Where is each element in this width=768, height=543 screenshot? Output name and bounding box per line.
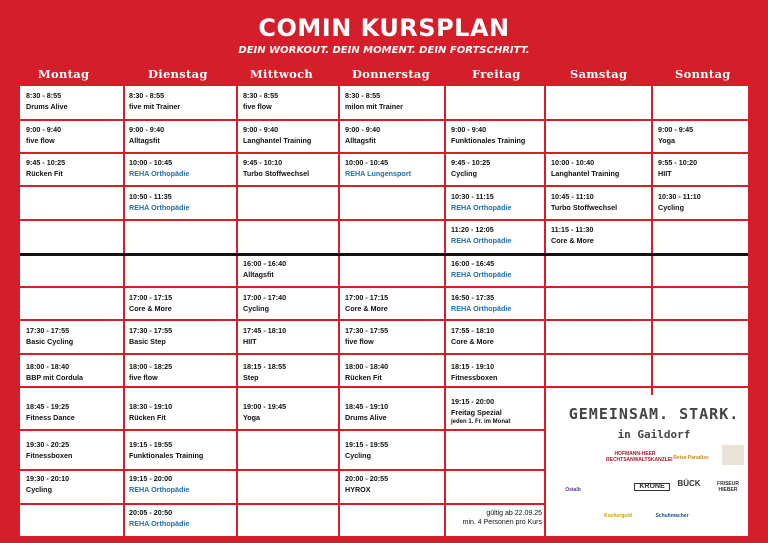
course-name: Core & More	[129, 303, 172, 313]
course-slot	[129, 158, 189, 179]
course-name: five flow	[243, 101, 272, 111]
course-name: Funktionales Training	[129, 450, 204, 460]
course-slot	[243, 259, 286, 280]
day-header-wednesday: Mittwoch	[250, 67, 314, 81]
course-name: Rücken Fit	[26, 168, 63, 178]
course-slot	[451, 362, 497, 383]
sponsor-logo: Kochergold	[604, 513, 632, 519]
course-time: 17:45 - 18:10	[243, 326, 287, 335]
grid-divider	[20, 386, 748, 388]
course-slot	[658, 158, 697, 179]
sponsor-slogan: GEMEINSAM. STARK.	[568, 405, 740, 423]
course-name: five mit Trainer	[129, 101, 181, 111]
course-time: 9:45 - 10:25	[451, 158, 491, 167]
course-name: Cycling	[451, 168, 477, 178]
course-name: Core & More	[551, 235, 594, 245]
course-time: 17:55 - 18:10	[451, 326, 495, 335]
course-slot	[451, 125, 525, 146]
course-name: Yoga	[243, 412, 261, 422]
course-name: REHA Orthopädie	[129, 518, 190, 528]
course-time: 17:30 - 17:55	[129, 326, 173, 335]
sponsor-logo: Schuhmacher	[655, 513, 689, 519]
course-name: HIIT	[658, 168, 672, 178]
day-header-monday: Montag	[38, 67, 90, 81]
course-slot	[243, 293, 286, 314]
course-time: 19:15 - 20:00	[451, 397, 495, 406]
course-time: 18:15 - 19:10	[451, 362, 495, 371]
course-name: Fitnessboxen	[451, 372, 498, 382]
course-name: Rücken Fit	[345, 372, 382, 382]
course-slot	[345, 125, 380, 146]
course-name: Basic Step	[129, 336, 166, 346]
course-name: REHA Orthopädie	[451, 303, 512, 313]
course-time: 19:15 - 20:00	[129, 474, 173, 483]
validity-note	[440, 509, 542, 527]
course-slot	[451, 397, 510, 427]
course-time: 19:00 - 19:45	[243, 402, 287, 411]
grid-divider	[20, 319, 748, 321]
day-header-thursday: Donnerstag	[352, 67, 431, 81]
course-name: Cycling	[26, 484, 52, 494]
course-name: REHA Orthopädie	[451, 269, 512, 279]
day-header-tuesday: Dienstag	[148, 67, 208, 81]
course-slot	[451, 293, 511, 314]
grid-divider	[20, 219, 748, 221]
sponsor-logo: FRISEUR HIEBER	[717, 481, 739, 493]
course-slot	[26, 440, 72, 461]
course-name: Rücken Fit	[129, 412, 166, 422]
course-time: 10:45 - 11:10	[551, 192, 594, 201]
course-slot	[243, 362, 286, 383]
course-slot	[129, 293, 172, 314]
sponsor-location: in Gaildorf	[617, 428, 691, 441]
course-name: REHA Lungensport	[345, 168, 412, 178]
course-name: five flow	[129, 372, 158, 382]
course-time: 19:15 - 19:55	[345, 440, 389, 449]
course-time: 9:45 - 10:10	[243, 158, 283, 167]
page-title: COMIN KURSPLAN	[258, 14, 510, 42]
course-name: Alltagsfit	[243, 269, 274, 279]
course-time: 20:00 - 20:55	[345, 474, 389, 483]
course-time: 19:30 - 20:25	[26, 440, 70, 449]
course-name: Step	[243, 372, 259, 382]
course-name: Cycling	[345, 450, 371, 460]
course-time: 9:00 - 9:40	[129, 125, 165, 134]
course-slot	[658, 125, 693, 146]
course-slot	[129, 440, 203, 461]
course-name: milon mit Trainer	[345, 101, 403, 111]
course-slot	[243, 158, 309, 179]
course-time: 18:00 - 18:40	[345, 362, 389, 371]
sponsor-logo: KRONE	[634, 483, 670, 491]
course-slot	[129, 125, 164, 146]
course-time: 10:50 - 11:35	[129, 192, 172, 201]
course-slot	[26, 326, 73, 347]
course-name: REHA Orthopädie	[451, 235, 512, 245]
course-time: 9:00 - 9:40	[451, 125, 487, 134]
course-name: five flow	[345, 336, 374, 346]
course-time: 20:05 - 20:50	[129, 508, 173, 517]
course-name: REHA Orthopädie	[129, 202, 190, 212]
course-time: 17:30 - 17:55	[26, 326, 70, 335]
course-time: 17:00 - 17:15	[345, 293, 389, 302]
course-time: 10:00 - 10:40	[551, 158, 595, 167]
course-slot	[345, 326, 388, 347]
course-name: Fitness Dance	[26, 412, 75, 422]
course-name: Drums Alive	[345, 412, 387, 422]
course-name: Funktionales Training	[451, 135, 526, 145]
course-time: 9:00 - 9:45	[658, 125, 694, 134]
course-time: 18:00 - 18:25	[129, 362, 173, 371]
course-slot	[129, 91, 180, 112]
course-time: 9:00 - 9:40	[243, 125, 279, 134]
grid-divider	[20, 119, 748, 121]
course-name: Cycling	[243, 303, 269, 313]
sponsor-logo: HOFMANN-HEER RECHTSANWALTSKANZLEI	[606, 451, 673, 463]
course-name: Alltagsfit	[129, 135, 160, 145]
course-time: 18:45 - 19:10	[345, 402, 389, 411]
course-time: 8:30 - 8:55	[129, 91, 165, 100]
course-time: 11:20 - 12:05	[451, 225, 494, 234]
sponsor-logo: Ostalb	[565, 487, 581, 493]
course-time: 8:30 - 8:55	[26, 91, 62, 100]
course-time: 10:30 - 11:15	[451, 192, 494, 201]
course-slot	[551, 225, 594, 246]
course-time: 19:15 - 19:55	[129, 440, 173, 449]
course-name: Turbo Stoffwechsel	[551, 202, 618, 212]
course-name: HYROX	[345, 484, 371, 494]
course-name: Core & More	[345, 303, 388, 313]
course-slot	[243, 91, 278, 112]
day-header-saturday: Samstag	[570, 67, 628, 81]
course-time: 18:45 - 19:25	[26, 402, 70, 411]
grid-divider	[20, 152, 748, 154]
day-header-sunday: Sonntag	[675, 67, 731, 81]
course-slot	[129, 402, 172, 423]
course-name: Langhantel Training	[243, 135, 312, 145]
course-slot	[26, 362, 83, 383]
course-time: 18:15 - 18:55	[243, 362, 287, 371]
course-name: Basic Cycling	[26, 336, 74, 346]
course-name: REHA Orthopädie	[451, 202, 512, 212]
course-slot	[345, 293, 388, 314]
course-slot	[451, 259, 511, 280]
course-time: 16:50 - 17:35	[451, 293, 495, 302]
course-name: Core & More	[451, 336, 494, 346]
course-time: 16:00 - 16:40	[243, 259, 287, 268]
midday-divider	[20, 253, 748, 256]
course-slot	[345, 402, 388, 423]
course-slot	[551, 192, 617, 213]
course-time: 9:45 - 10:25	[26, 158, 66, 167]
course-time: 8:30 - 8:55	[243, 91, 279, 100]
course-note: jeden 1. Fr. im Monat	[451, 419, 511, 425]
course-slot	[345, 440, 388, 461]
course-name: five flow	[26, 135, 55, 145]
course-time: 19:30 - 20:10	[26, 474, 70, 483]
course-name: Alltagsfit	[345, 135, 376, 145]
course-time: 17:00 - 17:40	[243, 293, 287, 302]
course-time: 8:30 - 8:55	[345, 91, 381, 100]
course-slot	[26, 474, 69, 495]
min-persons: min. 4 Personen pro Kurs	[462, 519, 542, 526]
course-slot	[451, 326, 494, 347]
course-slot	[26, 402, 75, 423]
course-name: HIIT	[243, 336, 257, 346]
course-slot	[26, 91, 68, 112]
course-time: 10:30 - 11:10	[658, 192, 701, 201]
course-time: 18:30 - 19:10	[129, 402, 173, 411]
sponsor-logo: BÜCK	[677, 479, 701, 488]
course-slot	[243, 125, 311, 146]
sponsor-logo: Reise Paradies	[673, 455, 709, 461]
course-slot	[129, 474, 189, 495]
page-subtitle: DEIN WORKOUT. DEIN MOMENT. DEIN FORTSCHRITT.	[238, 45, 530, 56]
course-name: Langhantel Training	[551, 168, 620, 178]
grid-divider	[20, 185, 748, 187]
course-time: 16:00 - 16:45	[451, 259, 495, 268]
course-slot	[658, 192, 701, 213]
course-slot	[551, 158, 619, 179]
course-slot	[129, 192, 189, 213]
course-slot	[451, 192, 511, 213]
course-time: 17:00 - 17:15	[129, 293, 173, 302]
grid-divider	[20, 286, 748, 288]
course-name: REHA Orthopädie	[129, 168, 190, 178]
course-slot	[129, 326, 172, 347]
course-time: 10:00 - 10:45	[345, 158, 389, 167]
course-time: 11:15 - 11:30	[551, 225, 594, 234]
course-slot	[26, 158, 65, 179]
course-time: 10:00 - 10:45	[129, 158, 173, 167]
course-name: Freitag Spezial	[451, 407, 502, 417]
course-slot	[26, 125, 61, 146]
course-slot	[345, 91, 403, 112]
course-name: Turbo Stoffwechsel	[243, 168, 310, 178]
sponsor-panel	[546, 395, 748, 536]
course-name: REHA Orthopädie	[129, 484, 190, 494]
course-slot	[345, 474, 388, 495]
grid-divider	[20, 353, 748, 355]
course-name: BBP mit Cordula	[26, 372, 83, 382]
course-slot	[243, 402, 286, 423]
course-slot	[129, 362, 172, 383]
course-time: 18:00 - 18:40	[26, 362, 70, 371]
course-slot	[345, 158, 411, 179]
day-header-friday: Freitag	[472, 67, 521, 81]
course-time: 17:30 - 17:55	[345, 326, 389, 335]
course-time: 9:00 - 9:40	[26, 125, 62, 134]
course-name: Drums Alive	[26, 101, 68, 111]
course-slot	[243, 326, 286, 347]
course-slot	[451, 158, 490, 179]
valid-from: gültig ab 22.09.25	[486, 510, 542, 517]
course-name: Cycling	[658, 202, 684, 212]
course-name: Fitnessboxen	[26, 450, 73, 460]
course-name: Yoga	[658, 135, 676, 145]
course-time: 9:55 - 10:20	[658, 158, 698, 167]
sponsor-logo-placeholder	[722, 445, 744, 465]
course-slot	[129, 508, 189, 529]
course-slot	[345, 362, 388, 383]
course-time: 9:00 - 9:40	[345, 125, 381, 134]
course-slot	[451, 225, 511, 246]
